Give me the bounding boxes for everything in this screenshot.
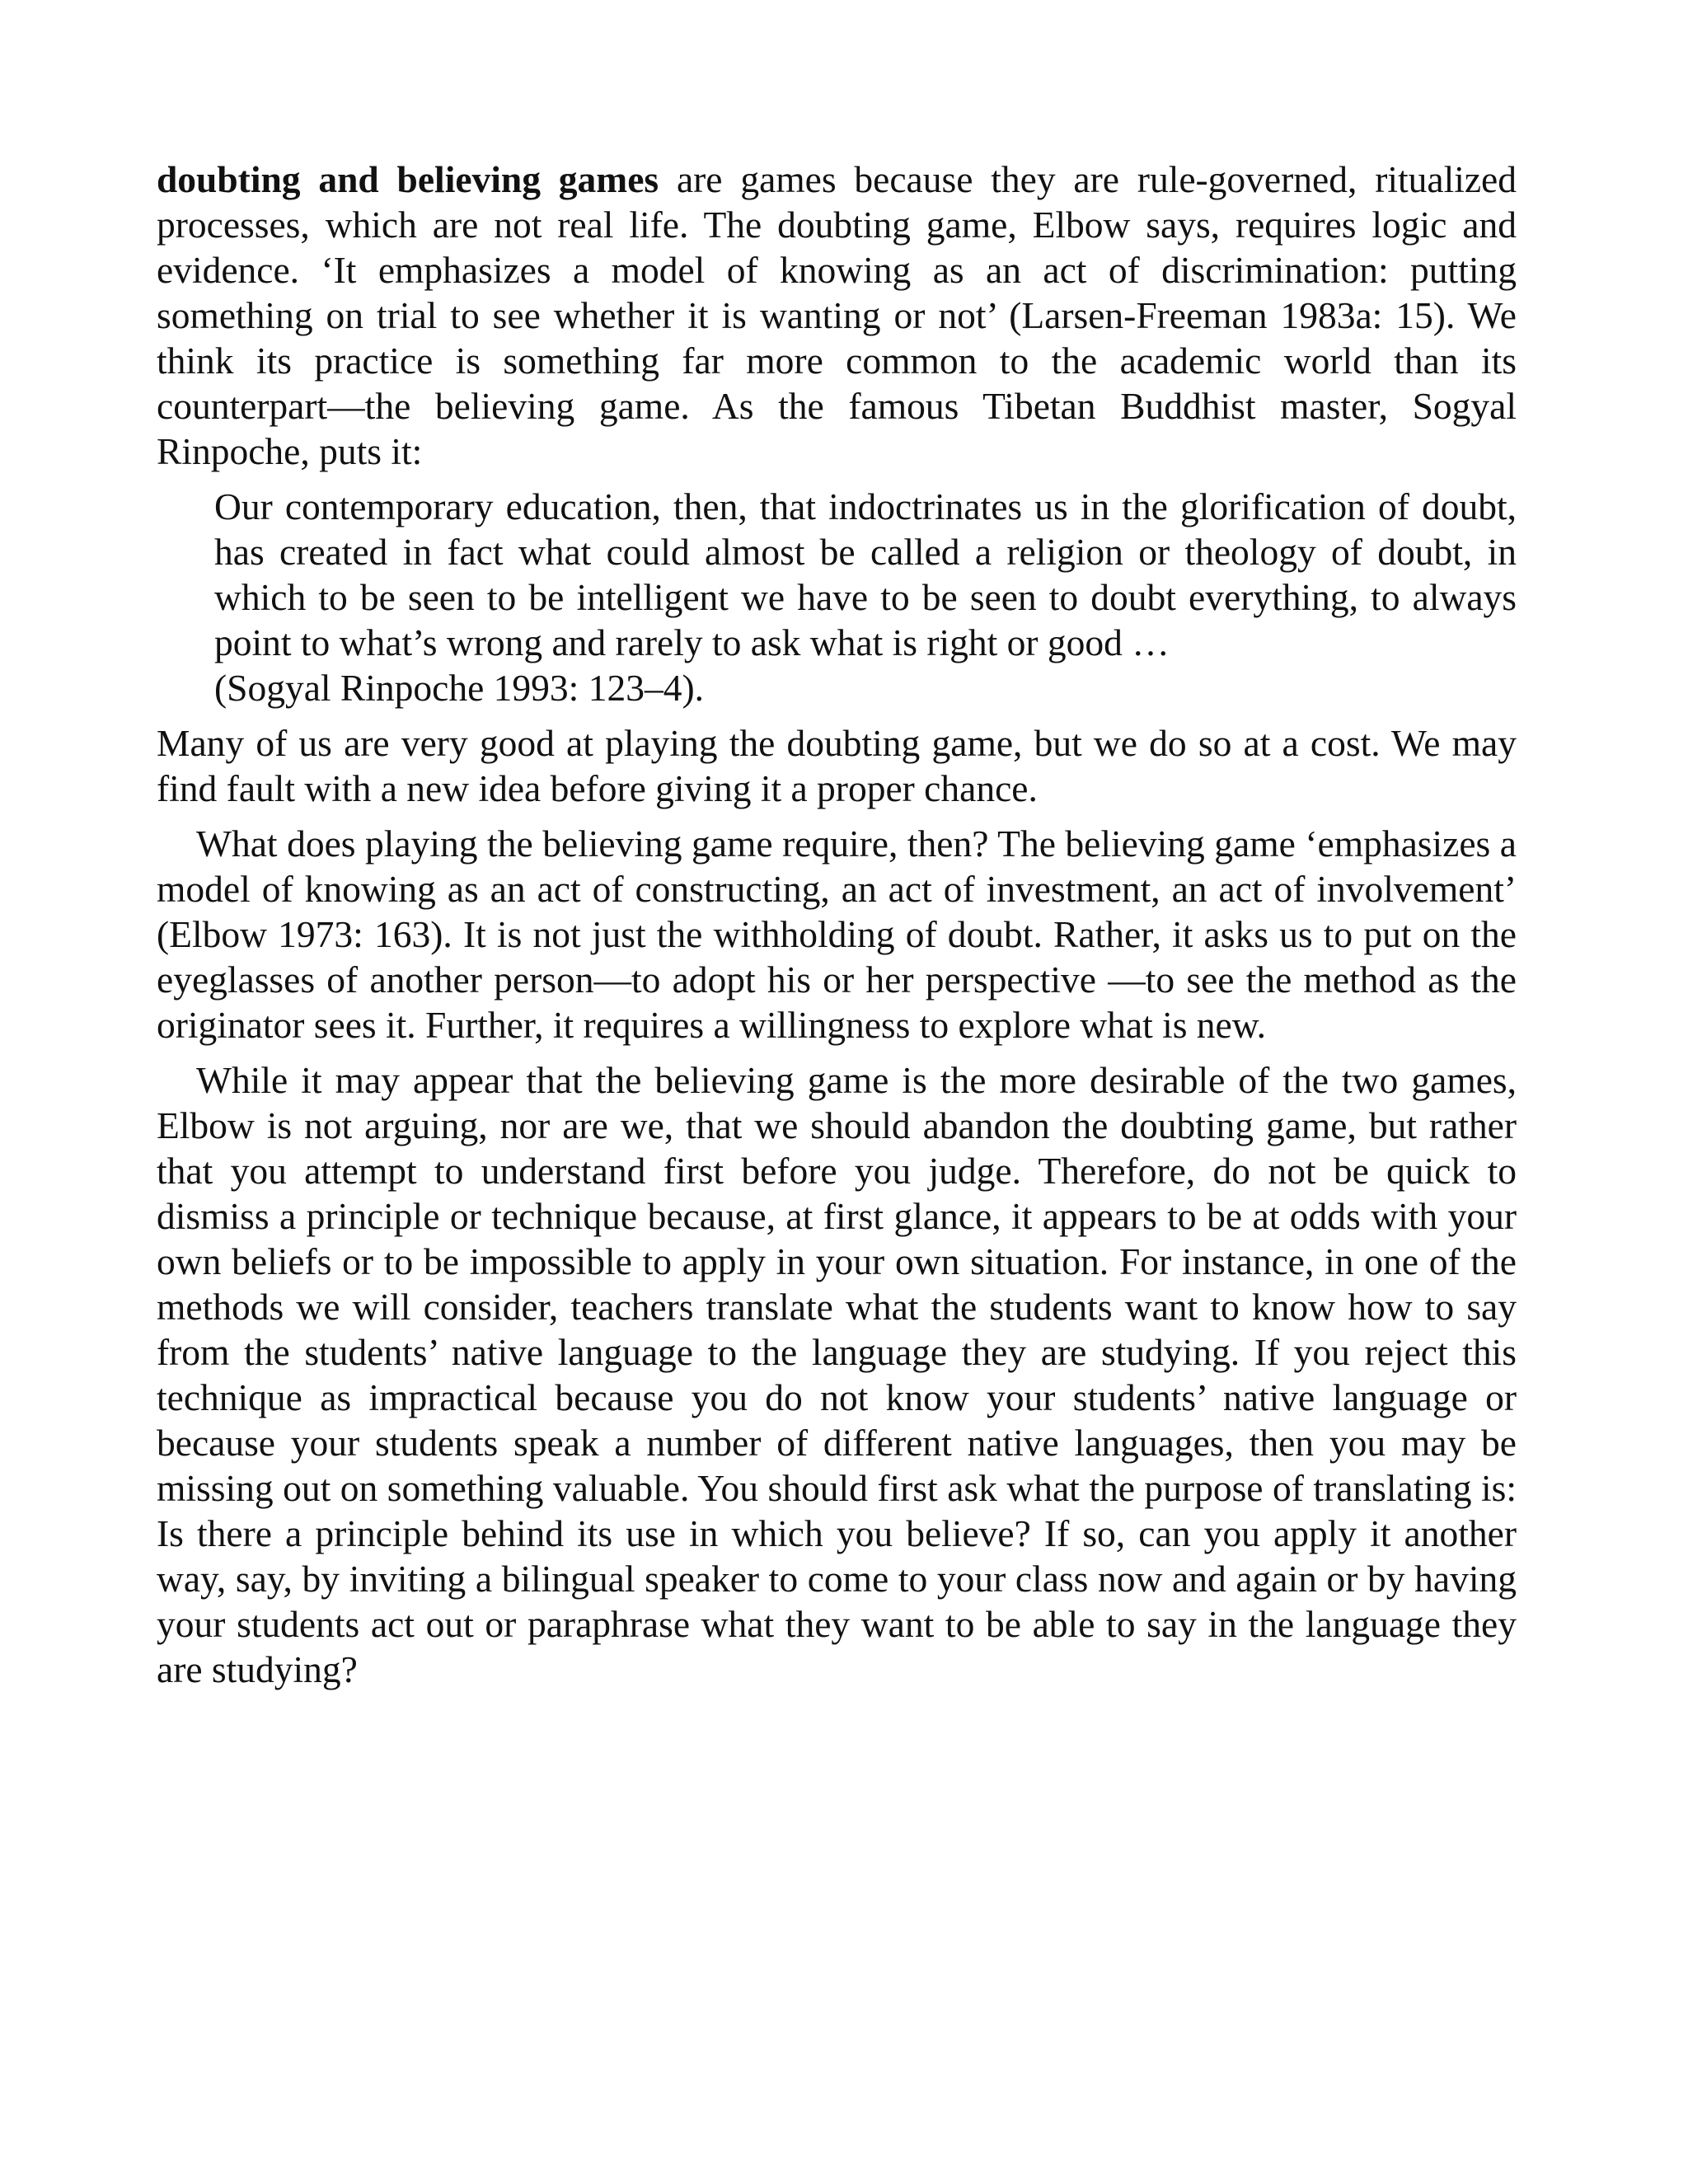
document-page: [157, 157, 1517, 1692]
quote-text: Our contemporary education, then, that indoctrinates us in the glorification of doubt, has created in fact what could almost be called a religion or theology of doubt, in which to be seen to be intelligent we have to be seen to doubt everything, to always point to what’s wrong and rarely to ask what is right or good …: [214, 485, 1517, 663]
paragraph-understand-first: While it may appear that the believing game is the more desirable of the two games, Elbow is not arguing, nor are we, that we should abandon the doubting game, but rather that you attempt to understand first before you judge. Therefore, do not be quick to dismiss a principle or technique because, at first glance, it appears to be at odds with your own beliefs or to be impossible to apply in your own situation. For instance, in one of the methods we will consider, teachers translate what the students want to know how to say from the students’ native language to the language they are studying. If you reject this technique as impractical because you do not know your students’ native language or because your students speak a number of different native languages, then you may be missing out on something valuable. You should first ask what the purpose of translating is: Is there a principle behind its use in which you believe? If so, can you apply it another way, say, by inviting a bilingual speaker to come to your class now and again or by having your students act out or paraphrase what they want to be able to say in the language they are studying?: [157, 1059, 1517, 1690]
glossary-term: doubting and believing games: [157, 158, 659, 200]
paragraph-doubting-cost: Many of us are very good at playing the doubting game, but we do so at a cost. We may find fault with a new idea before giving it a proper chance.: [157, 722, 1517, 809]
paragraph-believing-game: What does playing the believing game require, then? The believing game ‘emphasizes a model of knowing as an act of constructing, an act of investment, an act of involvement’ (Elbow 1973: 163). It is not just the withholding of doubt. Rather, it asks us to put on the eyeglasses of another person—to adopt his or her perspective —to see the method as the originator sees it. Further, it requires a willingness to explore what is new.: [157, 823, 1517, 1046]
paragraph-doubting-believing-games: [157, 157, 1517, 474]
quote-citation: (Sogyal Rinpoche 1993: 123–4).: [214, 667, 704, 709]
paragraph-text: are games because they are rule-governed, ritualized processes, which are not real life. The doubting game, Elbow says, requires logic and evidence. ‘It emphasizes a model of knowing as an act of discrimination: putting something on trial to see whether it is wanting or not’ (Larsen-Freeman 1983a: 15). We think its practice is something far more common to the academic world than its counterpart—the believing game. As the famous Tibetan Buddhist master, Sogyal Rinpoche, puts it:: [157, 158, 1517, 472]
block-quote: [214, 484, 1517, 710]
